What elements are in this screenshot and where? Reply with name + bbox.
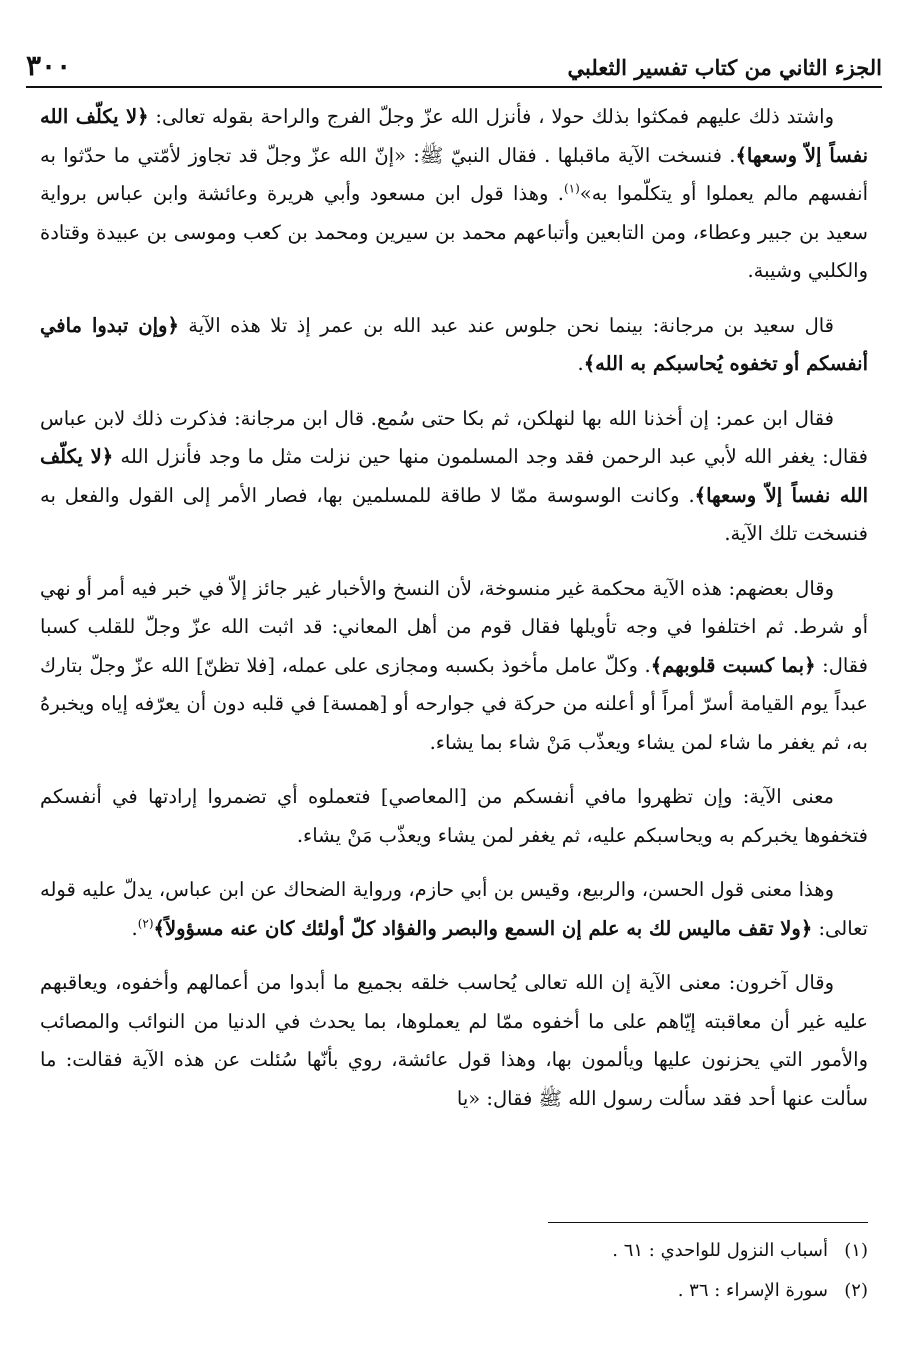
text-run: قال سعيد بن مرجانة: بينما نحن جلوس عند عبد الله بن عمر إذ تلا هذه الآية [178,313,834,337]
paragraph [40,871,868,948]
text-run: . وكلّ عامل مأخوذ بكسبه ومجازى على عمله، [فلا تظنّ] الله عزّ وجلّ بتارك عبداً يوم القيامة أسرّ أمراً أو أعلنه من حركة في جوارحه أو [همسة] في قلبه دون أن يعرّفه إياه ويخبرهُ به، ثم يغفر ما شاء لمن يشاء ويعذّب مَنْ شاء بما يشاء. [40,653,868,754]
text-run: . فنسخت الآية ماقبلها . فقال النبيّ ﷺ: «إنّ الله عزّ وجلّ قد تجاوز لأمّتي ما حدّثوا به أنفسهم مالم يعملوا أو يتكلّموا به» [40,143,868,205]
quran-verse: ﴿ولا تقف ماليس لك به علم إن السمع والبصر والفؤاد كلّ أولئك كان عنه مسؤولاً﴾ [153,916,813,940]
text-run: معنى الآية: وإن تظهروا مافي أنفسكم من [المعاصي] فتعملوه أي تضمروا إرادتها في أنفسكم فتخفوها يخبركم به ويحاسبكم عليه، ثم يغفر لمن يشاء ويعذّب مَنْ يشاء. [40,785,868,847]
footnotes [40,1236,868,1316]
paragraph [40,964,868,1118]
footnote-divider [548,1222,868,1223]
quran-verse: ﴿بما كسبت قلوبهم﴾ [650,653,816,677]
quran-verse: ﴿لا يكلّف الله نفساً إلاّ وسعها﴾ [40,445,868,507]
footnote-text: أسباب النزول للواحدي : ٦١ . [612,1240,828,1261]
page-header [26,36,882,88]
text-run: وقال بعضهم: هذه الآية محكمة غير منسوخة، لأن النسخ والأخبار غير جائز إلاّ في خبر فيه أمر أو نهي أو شرط. ثم اختلفوا في وجه تأويلها فقال قوم من أهل المعاني: قد اثبت الله عزّ وجلّ للقلب كسبا فقال: [40,576,868,677]
footnote [40,1236,868,1266]
text-run: . [577,352,584,375]
quran-verse: ﴿وإن تبدوا مافي أنفسكم أو تخفوه يُحاسبكم به الله﴾ [40,313,868,375]
footnote-ref: (١) [563,181,580,196]
paragraph [40,778,868,855]
text-run: وهذا معنى قول الحسن، والربيع، وقيس بن أبي حازم، ورواية الضحاك عن ابن عباس، يدلّ عليه قوله تعالى: [40,878,868,940]
running-title: الجزء الثاني من كتاب تفسير الثعلبي [567,55,882,80]
paragraph [40,400,868,554]
page-number: ٣٠٠ [26,49,72,82]
paragraph [40,570,868,763]
footnote-ref: (٢) [137,916,154,930]
text-run: واشتد ذلك عليهم فمكثوا بذلك حولا ، فأنزل الله عزّ وجلّ الفرج والراحة بقوله تعالى: [148,105,834,128]
footnote-number: (١) [844,1240,868,1261]
paragraph [40,307,868,384]
quran-verse: ﴿لا يكلّف الله نفساً إلاّ وسعها﴾ [40,105,869,167]
paragraph [40,98,868,291]
footnote-text: سورة الإسراء : ٣٦ . [677,1280,828,1301]
footnote-number: (٢) [844,1280,868,1301]
body-text [40,98,868,1134]
text-run: . [131,916,138,940]
text-run: وقال آخرون: معنى الآية إن الله تعالى يُحاسب خلقه بجميع ما أبدوا من أعمالهم وأخفوه، ويعاقبهم عليه غير أن معاقبته إيّاهم على ما أخفوه ممّا لم يعملوها، بما يحدث في الدنيا من النوائب والمصائب والأمور التي يحزنون عليها ويألمون بها، وهذا قول عائشة، روي بأنّها سُئلت عن هذه الآية فقالت: ما سألت عنها أحد فقد سألت رسول الله ﷺ فقال: «يا [40,971,868,1110]
text-run: . وكانت الوسوسة ممّا لا طاقة للمسلمين بها، فصار الأمر إلى القول والفعل به فنسخت تلك الآية. [40,483,868,545]
footnote [40,1276,868,1306]
text-run: فقال ابن عمر: إن أخذنا الله بها لنهلكن، ثم بكا حتى سُمع. قال ابن مرجانة: فذكرت ذلك لابن عباس فقال: يغفر الله لأبي عبد الرحمن فقد وجد المسلمون منها حين نزلت مثل ما وجد فأنزل الله [40,406,868,468]
text-run: . وهذا قول ابن مسعود وأبي هريرة وعائشة وابن عباس برواية سعيد بن جبير وعطاء، ومن التابعين وأتباعهم محمد بن سيرين ومحمد بن كعب وموسى بن عبيدة وقتادة والكلبي وشيبة. [40,182,868,282]
